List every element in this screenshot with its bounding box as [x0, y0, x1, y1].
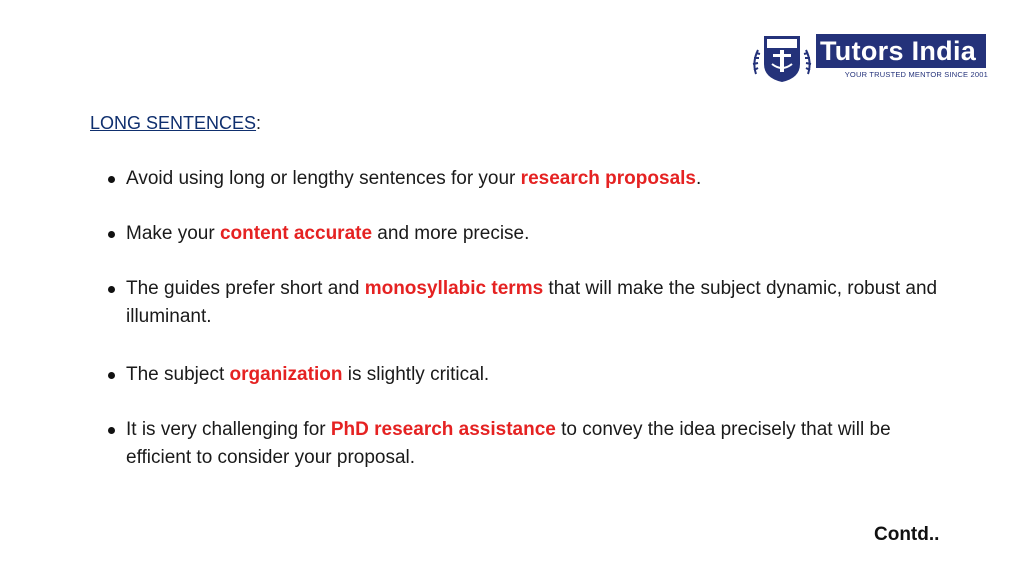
bullet-list — [108, 165, 938, 472]
point-text: It is very challenging for — [126, 419, 331, 440]
point-text-end: is slightly critical. — [342, 364, 490, 385]
list-item — [108, 361, 938, 389]
point-text: The guides prefer short and — [126, 278, 365, 299]
contd-label: Contd.. — [874, 524, 940, 545]
point-highlight: monosyllabic terms — [364, 278, 544, 299]
list-item — [108, 275, 938, 331]
point-highlight: PhD research assistance — [330, 419, 556, 440]
section-heading — [90, 113, 261, 134]
point-text: Make your — [126, 223, 220, 244]
point-highlight: research proposals — [520, 168, 696, 189]
logo-name: Tutors India — [816, 34, 986, 68]
point-text-end: . — [695, 168, 702, 189]
heading-colon: : — [256, 113, 262, 133]
point-text-end: and more precise. — [372, 223, 530, 244]
point-highlight: organization — [229, 364, 343, 385]
bullet-icon — [108, 286, 115, 293]
bullet-icon — [108, 427, 115, 434]
bullet-icon — [108, 372, 115, 379]
point-text-end: to convey the idea precisely that will be efficient to consider your proposal. — [126, 419, 891, 468]
crest-icon — [750, 34, 814, 84]
point-text-end: that will make the subject dynamic, robust and illuminant. — [126, 278, 938, 327]
logo-tagline: YOUR TRUSTED MENTOR SINCE 2001 — [844, 70, 988, 79]
point-text: Avoid using long or lengthy sentences for your — [126, 168, 521, 189]
list-item — [108, 165, 938, 193]
bullet-icon — [108, 176, 115, 183]
point-highlight: content accurate — [219, 223, 373, 244]
list-item — [108, 220, 938, 248]
tutors-india-logo — [750, 34, 988, 84]
point-text: The subject — [126, 364, 230, 385]
heading-text: LONG SENTENCES — [90, 113, 257, 133]
list-item — [108, 416, 938, 472]
bullet-icon — [108, 231, 115, 238]
